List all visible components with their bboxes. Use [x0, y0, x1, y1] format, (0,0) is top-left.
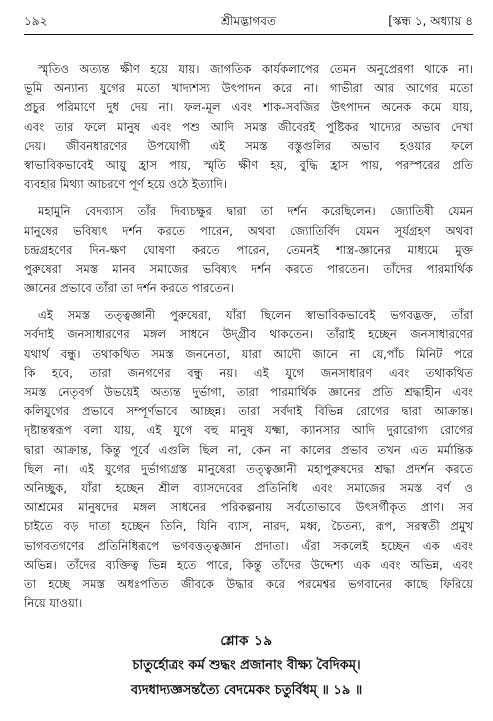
- shloka-title: শ্লোক ১৯: [220, 633, 273, 649]
- text-line: অনিচ্ছুক, যাঁরা হচ্ছেন শ্রীল ব্যাসদেবের প্রতিনিধি এবং সমাজের সমস্ত বর্ণ ও: [24, 480, 473, 495]
- text-line: কি হবে, তারা জনগণের বন্ধু নয়। এই যুগে জনসাধারণ এবং তথাকথিত: [24, 365, 473, 380]
- paragraph: [24, 306, 473, 613]
- text-line: ব্যবহার মিথ্যা আচরণে পূর্ণ হয়ে ওঠে ইত্যাদি।: [24, 177, 227, 192]
- section-reference: [স্কন্ধ ১, অধ্যায় ৪: [388, 14, 473, 28]
- text-line: যথার্থ বন্ধু। তথাকথিত সমস্ত জননেতা, যারা আদৌ জানে না যে,পাঁচ মিনিট পরে: [24, 346, 473, 361]
- text-line: মানুষের ভবিষ্যৎ দর্শন করতে পারেন, অথবা জ্যোতির্বিদ যেমন সূর্যগ্রহণ অথবা: [24, 223, 473, 238]
- text-line: স্মৃতিও অত্যন্ত ক্ষীণ হয়ে যায়। জাগতিক কার্যকলাপের তেমন অনুপ্রেরণা থাকে না।: [38, 62, 473, 76]
- text-line: কলিযুগের প্রভাবে সম্পূর্ণভাবে আচ্ছন্ন। তারা সর্বদাই বিভিন্ন রোগের দ্বারা আক্রান্ত।: [24, 404, 473, 419]
- paragraph: [24, 202, 473, 298]
- paragraph-gap: [24, 194, 473, 202]
- text-line: চন্দ্রগ্রহণের দিন-ক্ষণ ঘোষণা করতে পারেন, তেমনই শাস্ত্র-জ্ঞানের মাধ্যমে মুক্ত: [24, 242, 473, 257]
- paragraph: [24, 60, 473, 194]
- page-body: [24, 60, 473, 613]
- text-line: নিয়ে যাওয়া।: [24, 596, 83, 611]
- text-line: জ্ঞানের প্রভাবে তাঁরা তা দর্শন করতে পারতেন।: [24, 281, 234, 296]
- text-line: দেয়। জীবনধারণের উপযোগী এই সমস্ত বস্তুগুলির অভাব হওয়ার ফলে: [24, 138, 473, 153]
- text-line: তা হচ্ছে সমস্ত অধঃপতিত জীবকে উদ্ধার করে পরমেশ্বর ভগবানের কাছে ফিরিয়ে: [24, 576, 473, 591]
- text-line: এই সমস্ত তত্ত্বজ্ঞানী পুরুষেরা, যাঁরা ছিলেন স্বাভাবিকভাবেই ভগবদ্ভক্ত, তাঁরা: [38, 308, 473, 323]
- book-title: শ্রীমদ্ভাগবত: [220, 14, 276, 28]
- text-line: দৃষ্টান্তস্বরূপ বলা যায়, এই যুগে বহু মানুষ যক্ষ্মা, ক্যানসার আদি দুরারোগ্য রোগের: [24, 423, 473, 438]
- page-header: [24, 10, 473, 35]
- text-line: ভাগবতগণের প্রতিনিধিরূপে ভগবত্তত্ত্বজ্ঞান প্রদাতা। এঁরা সকলেই হচ্ছেন এক এবং: [24, 538, 473, 553]
- text-line: এবং তার ফলে মানুষ এবং পশু আদি সমস্ত জীবেরই পুষ্টিকর খাদ্যের অভাব দেখা: [24, 119, 473, 134]
- page-number: ১৯২: [24, 14, 48, 28]
- text-line: অভিন্ন। তাঁদের ব্যক্তিত্ব ভিন্ন হতে পারে, কিন্তু তাঁদের উদ্দেশ্য এক এবং অভিন্ন, এবং: [24, 557, 473, 572]
- text-line: ছিল না। এই যুগের দুর্ভাগ্যগ্রস্ত মানুষেরা তত্ত্বজ্ঞানী মহাপুরুষদের শ্রদ্ধা প্রদর্শন করতে: [24, 461, 473, 476]
- text-line: চাইতে বড় দাতা হচ্ছেন তিনি, যিনি ব্যাস, নারদ, মধ্ব, চৈতন্য, রূপ, সরস্বতী প্রমুখ: [24, 519, 473, 534]
- paragraph-gap: [24, 298, 473, 306]
- verse-line-2: ব্যদধাদ্যজ্ঞসন্তত্যৈ বেদমেকং চতুর্বিধম্ ॥ ১৯ ॥: [130, 683, 363, 698]
- text-line: আশ্রমের মানুষদের মঙ্গল সাধনের পরিকল্পনায় সর্বতোভাবে উৎসর্গীকৃত প্রাণ। সব: [24, 500, 473, 515]
- text-line: সর্বদাই জনসাধারণের মঙ্গল সাধনে উদ্গ্রীব থাকতেন। তাঁরাই হচ্ছেন জনসাধারণের: [24, 327, 473, 342]
- text-line: প্রচুর পরিমাণে দুধ দেয় না। ফল-মূল এবং শাক-সবজির উৎপাদন অনেক কমে যায়,: [24, 100, 473, 115]
- text-line: ভূমি অন্যান্য যুগের মতো খাদ্যশস্য উৎপাদন করে না। গাভীরা আর আগের মতো: [24, 81, 473, 96]
- text-line: স্বাভাবিকভাবেই আয়ু হ্রাস পায়, স্মৃতি ক্ষীণ হয়, বুদ্ধি হ্রাস পায়, পরস্পরের প্রতি: [24, 157, 473, 172]
- verse-line-1: চাতুর্হোত্রং কর্ম শুদ্ধং প্রজানাং বীক্ষ্য বৈদিকম্।: [132, 658, 361, 673]
- text-line: সমস্ত নেতৃবর্গ উভয়েই অত্যন্ত দুর্ভাগা, তারা পারমার্থিক জ্ঞানের প্রতি শ্রদ্ধাহীন এবং: [24, 385, 473, 399]
- text-line: পুরুষেরা সমস্ত মানব সমাজের ভবিষ্যৎ দর্শন করতে পারতেন। তাঁদের পারমার্থিক: [24, 261, 473, 276]
- text-line: মহামুনি বেদব্যাস তাঁর দিব্যচক্ষুর দ্বারা তা দর্শন করেছিলেন। জ্যোতিষী যেমন: [38, 204, 473, 219]
- text-line: দ্বারা আক্রান্ত, কিন্তু পূর্বে এগুলি ছিল না, কেন না কালের প্রভাব তখন এত মর্মান্তিক: [24, 442, 473, 457]
